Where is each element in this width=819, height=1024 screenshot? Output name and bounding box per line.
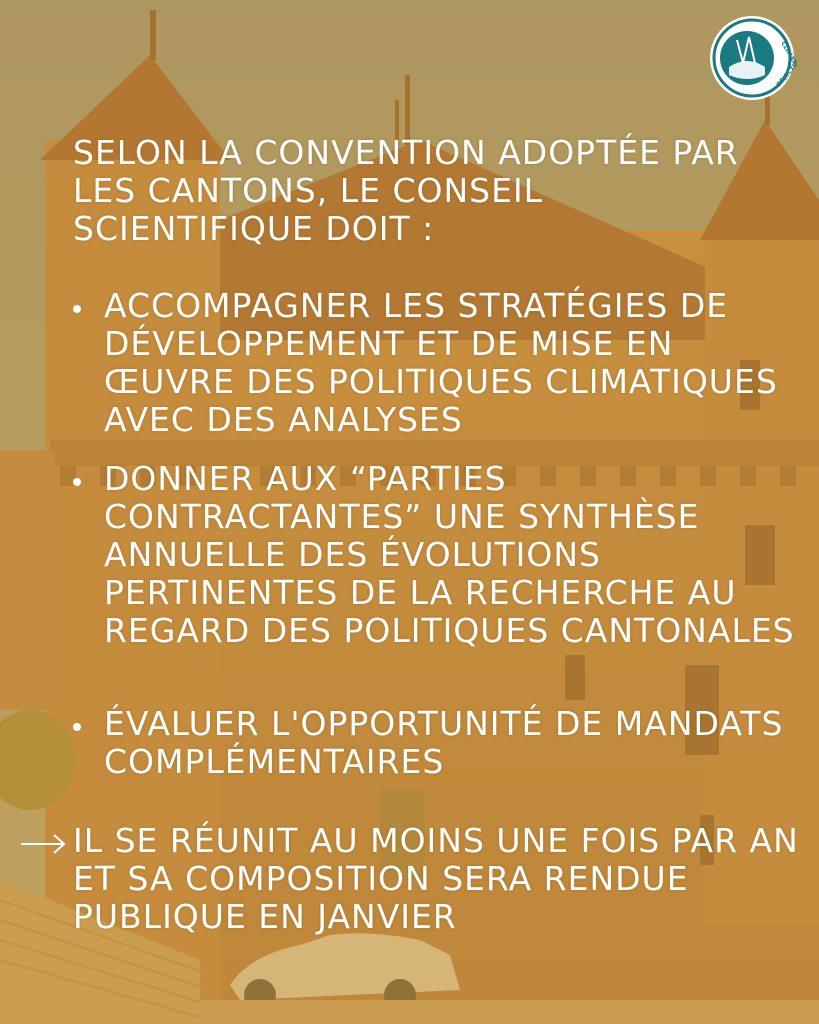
svg-text:OBJECTIF: OBJECTIF	[775, 60, 801, 89]
bullet-text: ÉVALUER L'OPPORTUNITÉ DE MANDATS COMPLÉMENTAIRES	[104, 704, 784, 781]
bullet-dot-icon	[73, 478, 81, 486]
bullet-dot-icon	[73, 305, 81, 313]
bullet-text: ACCOMPAGNER LES STRATÉGIES DE DÉVELOPPEMENT ET DE MISE EN ŒUVRE DES POLITIQUES CLIMATIQUES AVEC DES ANALYSES	[104, 286, 778, 439]
svg-text:CLIMAT: CLIMAT	[779, 40, 798, 66]
right-arrow-icon	[20, 833, 66, 855]
bullet-text: DONNER AUX “PARTIES CONTRACTANTES” UNE SYNTHÈSE ANNUELLE DES ÉVOLUTIONS PERTINENTES DE LA RECHERCHE AU REGARD DES POLITIQUES CANTONALES	[104, 459, 795, 650]
outro-text: IL SE RÉUNIT AU MOINS UNE FOIS PAR AN ET SA COMPOSITION SERA RENDUE PUBLIQUE EN JANVIER	[73, 821, 799, 936]
bullet-dot-icon	[73, 723, 81, 731]
intro-text: SELON LA CONVENTION ADOPTÉE PAR LES CANTONS, LE CONSEIL SCIENTIFIQUE DOIT :	[73, 133, 739, 248]
